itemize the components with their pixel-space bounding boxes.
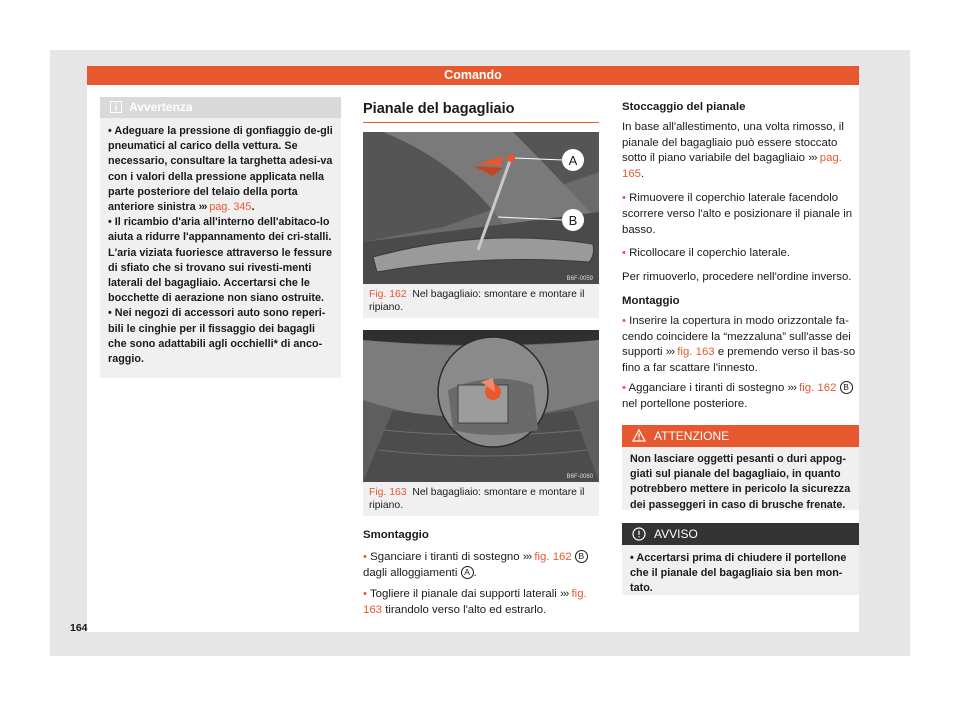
bullet-icon: • <box>622 381 626 394</box>
notice-title: AVVISO <box>654 527 698 541</box>
callout-b-label: B <box>568 213 578 228</box>
attention-box-header <box>622 425 859 447</box>
attention-title: ATTENZIONE <box>654 429 730 443</box>
warning-triangle-icon <box>632 429 646 442</box>
list-item: • Agganciare i tiranti di sostegno ››› fig. 162 B nel portellone posteriore. <box>622 381 862 413</box>
list-item: • Accertarsi prima di chiudere il portellone che il pianale del bagagliaio sia ben mon-tato. <box>630 552 847 595</box>
warning-item: • Nei negozi di accessori auto sono reperi-bili le cinghie per il fissaggio dei bagagli che sono adattabili agli occhielli* di anco-raggio. <box>108 307 326 366</box>
smontaggio-section <box>363 528 601 619</box>
figure-label: Fig. 163 <box>369 487 407 498</box>
warning-item: • Il ricambio d'aria all'interno dell'abitaco-lo aiuta a ridurre l'appannamento dei cri-stalli. L'aria viziata fuoriesce attraverso le fessure di sfiato che si trovano sui rivesti-menti laterali del bagagliaio. Accertarsi che le bocchette di aerazione non siano ostruite. <box>108 216 333 305</box>
page-ref-link[interactable]: pag. 165 <box>622 152 842 181</box>
chapter-title: Comando <box>444 68 502 82</box>
notice-box-header <box>622 523 859 545</box>
bullet-icon: • <box>622 247 626 260</box>
figure-caption: Fig. 163 Nel bagagliaio: smontare e montare il ripiano. <box>369 487 585 511</box>
trunk-lid-illustration <box>363 132 599 284</box>
figure-ref-link[interactable]: fig. 163 <box>677 346 715 359</box>
figure-label: Fig. 162 <box>369 289 407 300</box>
bullet-icon: • <box>108 307 112 320</box>
stoccaggio-title: Stoccaggio del pianale <box>622 101 746 113</box>
letter-badge: B <box>840 381 853 394</box>
warning-item: • Adeguare la pressione di gonfiaggio de-gli pneumatici al carico della vettura. Se necessario, consultare la targhetta adesi-va con i valori della pressione applicata nella parte posteriore del telaio della porta anteriore sinistra ››› pag. 345. <box>108 125 333 214</box>
paragraph: Per rimuoverlo, procedere nell'ordine inverso. <box>622 271 852 284</box>
figure-code: B6F-0060 <box>566 474 593 480</box>
warning-box-body <box>108 124 336 367</box>
info-icon <box>110 101 122 113</box>
letter-badge: B <box>575 550 588 563</box>
list-item: • Inserire la copertura in modo orizzontale fa-cendo coincidere la “mezzaluna” sull'asse dei supporti ››› fig. 163 e premendo verso il bas-so fino a far scattare l'innesto. <box>622 314 856 375</box>
trunk-shelf-illustration <box>363 330 599 482</box>
attention-text: Non lasciare oggetti pesanti o duri appog-giati sul pianale del bagagliaio, in quanto potrebbero mettere in pericolo la sicurezza dei passeggeri in caso di brusche frenate. <box>630 453 851 511</box>
bullet-icon: • <box>622 314 626 327</box>
figure-163 <box>363 330 599 516</box>
list-item: • Sganciare i tiranti di sostegno ››› fig. 162 B dagli alloggiamenti A . <box>363 550 601 582</box>
smontaggio-title: Smontaggio <box>363 529 429 541</box>
callout-a-label: A <box>568 153 578 168</box>
stoccaggio-section <box>622 100 862 413</box>
figure-ref-link[interactable]: fig. 162 <box>534 550 572 563</box>
warning-box-title: Avvertenza <box>129 100 193 114</box>
notice-text <box>630 551 854 597</box>
paragraph: In base all'allestimento, una volta rimosso, il pianale del bagagliaio può essere stoccato sotto il piano variabile del bagagliaio ››› pag. 165. <box>622 120 844 181</box>
page-ref-link[interactable]: pag. 345 <box>209 201 252 214</box>
figure-162 <box>363 132 599 318</box>
exclamation-circle-icon <box>632 527 646 541</box>
chapter-header <box>87 66 859 85</box>
section-title: Pianale del bagagliaio <box>363 101 515 117</box>
list-item: • Rimuovere il coperchio laterale facendolo scorrere verso l'alto e posizionare il pianale in basso. <box>622 191 853 236</box>
figure-ref-link[interactable]: fig. 162 <box>799 381 837 394</box>
section-divider <box>363 122 599 123</box>
bullet-icon: • <box>108 216 112 229</box>
bullet-icon: • <box>630 552 634 564</box>
list-item: • Togliere il pianale dai supporti laterali ››› fig. 163 tirandolo verso l'alto ed estrarlo. <box>363 588 587 617</box>
bullet-icon: • <box>363 588 367 601</box>
bullet-icon: • <box>622 191 626 204</box>
figure-ref-link[interactable]: fig. 163 <box>363 588 587 617</box>
warning-box-header <box>100 97 341 118</box>
bullet-icon: • <box>363 550 367 563</box>
figure-code: B6F-0059 <box>566 276 593 282</box>
page-number: 164 <box>70 622 88 634</box>
list-item: • Ricollocare il coperchio laterale. <box>622 247 790 260</box>
bullet-icon: • <box>108 125 112 137</box>
montaggio-title: Montaggio <box>622 294 680 307</box>
figure-caption: Fig. 162 Nel bagagliaio: smontare e montare il ripiano. <box>369 289 585 313</box>
letter-badge: A <box>461 566 474 579</box>
